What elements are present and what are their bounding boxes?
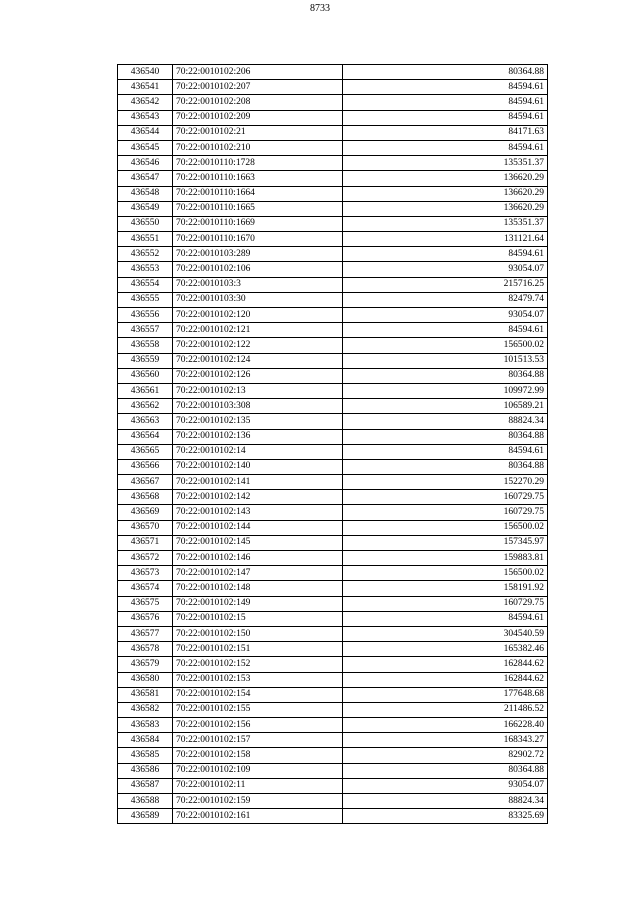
cadastral-value-cell: 84594.61 — [343, 110, 548, 125]
row-number-cell: 436576 — [118, 611, 173, 626]
table-row — [118, 459, 548, 474]
cadastral-number-cell: 70:22:0010102:209 — [173, 110, 343, 125]
table-row — [118, 535, 548, 550]
cadastral-number-cell: 70:22:0010102:121 — [173, 323, 343, 338]
cadastral-value-cell: 168343.27 — [343, 733, 548, 748]
table-row — [118, 718, 548, 733]
row-number-cell: 436578 — [118, 642, 173, 657]
cadastral-number-cell: 70:22:0010102:150 — [173, 626, 343, 641]
table-row — [118, 551, 548, 566]
table-row — [118, 809, 548, 824]
row-number-cell: 436548 — [118, 186, 173, 201]
cadastral-value-cell: 82479.74 — [343, 292, 548, 307]
table-body — [118, 65, 548, 824]
page-number: 8733 — [310, 3, 330, 14]
row-number-cell: 436550 — [118, 216, 173, 231]
row-number-cell: 436580 — [118, 672, 173, 687]
cadastral-number-cell: 70:22:0010102:207 — [173, 80, 343, 95]
table-row — [118, 672, 548, 687]
row-number-cell: 436564 — [118, 429, 173, 444]
cadastral-number-cell: 70:22:0010102:145 — [173, 535, 343, 550]
cadastral-value-cell: 109972.99 — [343, 383, 548, 398]
cadastral-value-cell: 88824.34 — [343, 794, 548, 809]
row-number-cell: 436559 — [118, 353, 173, 368]
cadastral-number-cell: 70:22:0010102:144 — [173, 520, 343, 535]
cadastral-number-cell: 70:22:0010102:158 — [173, 748, 343, 763]
row-number-cell: 436588 — [118, 794, 173, 809]
cadastral-value-cell: 88824.34 — [343, 414, 548, 429]
cadastral-value-cell: 80364.88 — [343, 65, 548, 80]
table-row — [118, 95, 548, 110]
cadastral-number-cell: 70:22:0010102:140 — [173, 459, 343, 474]
row-number-cell: 436585 — [118, 748, 173, 763]
row-number-cell: 436571 — [118, 535, 173, 550]
table-row — [118, 216, 548, 231]
row-number-cell: 436583 — [118, 718, 173, 733]
cadastral-value-cell: 84594.61 — [343, 95, 548, 110]
cadastral-number-cell: 70:22:0010102:161 — [173, 809, 343, 824]
table-row — [118, 201, 548, 216]
table-row — [118, 277, 548, 292]
cadastral-number-cell: 70:22:0010102:157 — [173, 733, 343, 748]
cadastral-value-cell: 165382.46 — [343, 642, 548, 657]
table-row — [118, 657, 548, 672]
cadastral-number-cell: 70:22:0010102:106 — [173, 262, 343, 277]
table-row — [118, 338, 548, 353]
cadastral-number-cell: 70:22:0010102:153 — [173, 672, 343, 687]
cadastral-number-cell: 70:22:0010103:308 — [173, 399, 343, 414]
cadastral-value-cell: 177648.68 — [343, 687, 548, 702]
cadastral-value-cell: 80364.88 — [343, 429, 548, 444]
cadastral-value-cell: 84171.63 — [343, 125, 548, 140]
row-number-cell: 436568 — [118, 490, 173, 505]
cadastral-number-cell: 70:22:0010102:147 — [173, 566, 343, 581]
row-number-cell: 436584 — [118, 733, 173, 748]
cadastral-number-cell: 70:22:0010110:1663 — [173, 171, 343, 186]
row-number-cell: 436540 — [118, 65, 173, 80]
row-number-cell: 436555 — [118, 292, 173, 307]
row-number-cell: 436587 — [118, 778, 173, 793]
cadastral-number-cell: 70:22:0010110:1670 — [173, 232, 343, 247]
cadastral-value-cell: 80364.88 — [343, 459, 548, 474]
cadastral-value-cell: 160729.75 — [343, 505, 548, 520]
row-number-cell: 436573 — [118, 566, 173, 581]
row-number-cell: 436572 — [118, 551, 173, 566]
row-number-cell: 436558 — [118, 338, 173, 353]
cadastral-value-cell: 84594.61 — [343, 140, 548, 155]
table-row — [118, 581, 548, 596]
cadastral-value-cell: 156500.02 — [343, 338, 548, 353]
table-row — [118, 399, 548, 414]
row-number-cell: 436556 — [118, 308, 173, 323]
row-number-cell: 436560 — [118, 368, 173, 383]
cadastral-number-cell: 70:22:0010102:14 — [173, 444, 343, 459]
table-row — [118, 262, 548, 277]
cadastral-number-cell: 70:22:0010102:148 — [173, 581, 343, 596]
cadastral-number-cell: 70:22:0010110:1664 — [173, 186, 343, 201]
cadastral-number-cell: 70:22:0010102:109 — [173, 763, 343, 778]
cadastral-number-cell: 70:22:0010102:210 — [173, 140, 343, 155]
cadastral-number-cell: 70:22:0010110:1665 — [173, 201, 343, 216]
cadastral-number-cell: 70:22:0010102:159 — [173, 794, 343, 809]
cadastral-value-cell: 135351.37 — [343, 156, 548, 171]
cadastral-number-cell: 70:22:0010102:122 — [173, 338, 343, 353]
cadastral-value-cell: 211486.52 — [343, 702, 548, 717]
table-row — [118, 611, 548, 626]
cadastral-value-cell: 136620.29 — [343, 201, 548, 216]
cadastral-number-cell: 70:22:0010102:11 — [173, 778, 343, 793]
table-row — [118, 308, 548, 323]
table-row — [118, 292, 548, 307]
row-number-cell: 436569 — [118, 505, 173, 520]
table-row — [118, 444, 548, 459]
table-row — [118, 247, 548, 262]
row-number-cell: 436544 — [118, 125, 173, 140]
table-row — [118, 520, 548, 535]
cadastral-number-cell: 70:22:0010110:1669 — [173, 216, 343, 231]
row-number-cell: 436567 — [118, 475, 173, 490]
row-number-cell: 436546 — [118, 156, 173, 171]
table-row — [118, 429, 548, 444]
cadastral-value-cell: 156500.02 — [343, 566, 548, 581]
cadastral-number-cell: 70:22:0010102:206 — [173, 65, 343, 80]
cadastral-number-cell: 70:22:0010102:149 — [173, 596, 343, 611]
row-number-cell: 436586 — [118, 763, 173, 778]
table-row — [118, 778, 548, 793]
table-row — [118, 505, 548, 520]
cadastral-number-cell: 70:22:0010103:289 — [173, 247, 343, 262]
cadastral-value-cell: 93054.07 — [343, 262, 548, 277]
row-number-cell: 436565 — [118, 444, 173, 459]
row-number-cell: 436542 — [118, 95, 173, 110]
row-number-cell: 436551 — [118, 232, 173, 247]
cadastral-number-cell: 70:22:0010102:154 — [173, 687, 343, 702]
cadastral-value-cell: 101513.53 — [343, 353, 548, 368]
table-row — [118, 383, 548, 398]
row-number-cell: 436579 — [118, 657, 173, 672]
cadastral-number-cell: 70:22:0010102:141 — [173, 475, 343, 490]
cadastral-number-cell: 70:22:0010102:120 — [173, 308, 343, 323]
cadastral-value-cell: 135351.37 — [343, 216, 548, 231]
cadastral-number-cell: 70:22:0010102:156 — [173, 718, 343, 733]
cadastral-number-cell: 70:22:0010102:146 — [173, 551, 343, 566]
table-row — [118, 626, 548, 641]
table-row — [118, 353, 548, 368]
row-number-cell: 436566 — [118, 459, 173, 474]
cadastral-value-cell: 80364.88 — [343, 368, 548, 383]
row-number-cell: 436582 — [118, 702, 173, 717]
cadastral-number-cell: 70:22:0010102:136 — [173, 429, 343, 444]
table-row — [118, 596, 548, 611]
table-row — [118, 368, 548, 383]
row-number-cell: 436562 — [118, 399, 173, 414]
table-row — [118, 110, 548, 125]
cadastral-value-cell: 160729.75 — [343, 490, 548, 505]
cadastral-number-cell: 70:22:0010103:3 — [173, 277, 343, 292]
row-number-cell: 436561 — [118, 383, 173, 398]
row-number-cell: 436581 — [118, 687, 173, 702]
cadastral-value-cell: 84594.61 — [343, 323, 548, 338]
row-number-cell: 436557 — [118, 323, 173, 338]
table-row — [118, 702, 548, 717]
cadastral-value-cell: 84594.61 — [343, 611, 548, 626]
table-row — [118, 475, 548, 490]
cadastral-value-cell: 84594.61 — [343, 444, 548, 459]
cadastral-value-cell: 136620.29 — [343, 171, 548, 186]
cadastral-value-cell: 93054.07 — [343, 308, 548, 323]
table-row — [118, 232, 548, 247]
cadastral-number-cell: 70:22:0010110:1728 — [173, 156, 343, 171]
cadastral-number-cell: 70:22:0010102:126 — [173, 368, 343, 383]
cadastral-value-cell: 80364.88 — [343, 763, 548, 778]
table-row — [118, 642, 548, 657]
cadastral-value-cell: 156500.02 — [343, 520, 548, 535]
table-row — [118, 794, 548, 809]
cadastral-number-cell: 70:22:0010102:135 — [173, 414, 343, 429]
cadastral-number-cell: 70:22:0010102:142 — [173, 490, 343, 505]
table-row — [118, 687, 548, 702]
row-number-cell: 436543 — [118, 110, 173, 125]
row-number-cell: 436547 — [118, 171, 173, 186]
row-number-cell: 436589 — [118, 809, 173, 824]
row-number-cell: 436541 — [118, 80, 173, 95]
row-number-cell: 436545 — [118, 140, 173, 155]
cadastral-number-cell: 70:22:0010102:208 — [173, 95, 343, 110]
cadastral-value-cell: 82902.72 — [343, 748, 548, 763]
table-row — [118, 65, 548, 80]
cadastral-value-table — [117, 64, 548, 824]
row-number-cell: 436554 — [118, 277, 173, 292]
cadastral-number-cell: 70:22:0010102:143 — [173, 505, 343, 520]
row-number-cell: 436563 — [118, 414, 173, 429]
table-row — [118, 733, 548, 748]
cadastral-value-cell: 131121.64 — [343, 232, 548, 247]
table-row — [118, 171, 548, 186]
cadastral-value-cell: 152270.29 — [343, 475, 548, 490]
row-number-cell: 436575 — [118, 596, 173, 611]
row-number-cell: 436577 — [118, 626, 173, 641]
cadastral-value-cell: 158191.92 — [343, 581, 548, 596]
table-row — [118, 490, 548, 505]
table-row — [118, 156, 548, 171]
cadastral-value-cell: 84594.61 — [343, 80, 548, 95]
table-row — [118, 414, 548, 429]
row-number-cell: 436552 — [118, 247, 173, 262]
cadastral-value-cell: 162844.62 — [343, 657, 548, 672]
cadastral-value-cell: 215716.25 — [343, 277, 548, 292]
cadastral-number-cell: 70:22:0010102:124 — [173, 353, 343, 368]
row-number-cell: 436549 — [118, 201, 173, 216]
table-row — [118, 748, 548, 763]
cadastral-value-cell: 84594.61 — [343, 247, 548, 262]
cadastral-value-cell: 93054.07 — [343, 778, 548, 793]
cadastral-value-cell: 83325.69 — [343, 809, 548, 824]
cadastral-value-cell: 304540.59 — [343, 626, 548, 641]
cadastral-value-cell: 159883.81 — [343, 551, 548, 566]
cadastral-value-cell: 136620.29 — [343, 186, 548, 201]
row-number-cell: 436574 — [118, 581, 173, 596]
table-row — [118, 763, 548, 778]
table-row — [118, 323, 548, 338]
cadastral-value-cell: 160729.75 — [343, 596, 548, 611]
cadastral-value-cell: 106589.21 — [343, 399, 548, 414]
row-number-cell: 436570 — [118, 520, 173, 535]
table-row — [118, 80, 548, 95]
cadastral-number-cell: 70:22:0010103:30 — [173, 292, 343, 307]
cadastral-value-cell: 162844.62 — [343, 672, 548, 687]
cadastral-number-cell: 70:22:0010102:13 — [173, 383, 343, 398]
table-row — [118, 186, 548, 201]
cadastral-number-cell: 70:22:0010102:21 — [173, 125, 343, 140]
cadastral-number-cell: 70:22:0010102:15 — [173, 611, 343, 626]
cadastral-number-cell: 70:22:0010102:152 — [173, 657, 343, 672]
cadastral-number-cell: 70:22:0010102:151 — [173, 642, 343, 657]
cadastral-number-cell: 70:22:0010102:155 — [173, 702, 343, 717]
cadastral-value-cell: 157345.97 — [343, 535, 548, 550]
cadastral-value-cell: 166228.40 — [343, 718, 548, 733]
row-number-cell: 436553 — [118, 262, 173, 277]
table-row — [118, 566, 548, 581]
table-row — [118, 140, 548, 155]
table-row — [118, 125, 548, 140]
